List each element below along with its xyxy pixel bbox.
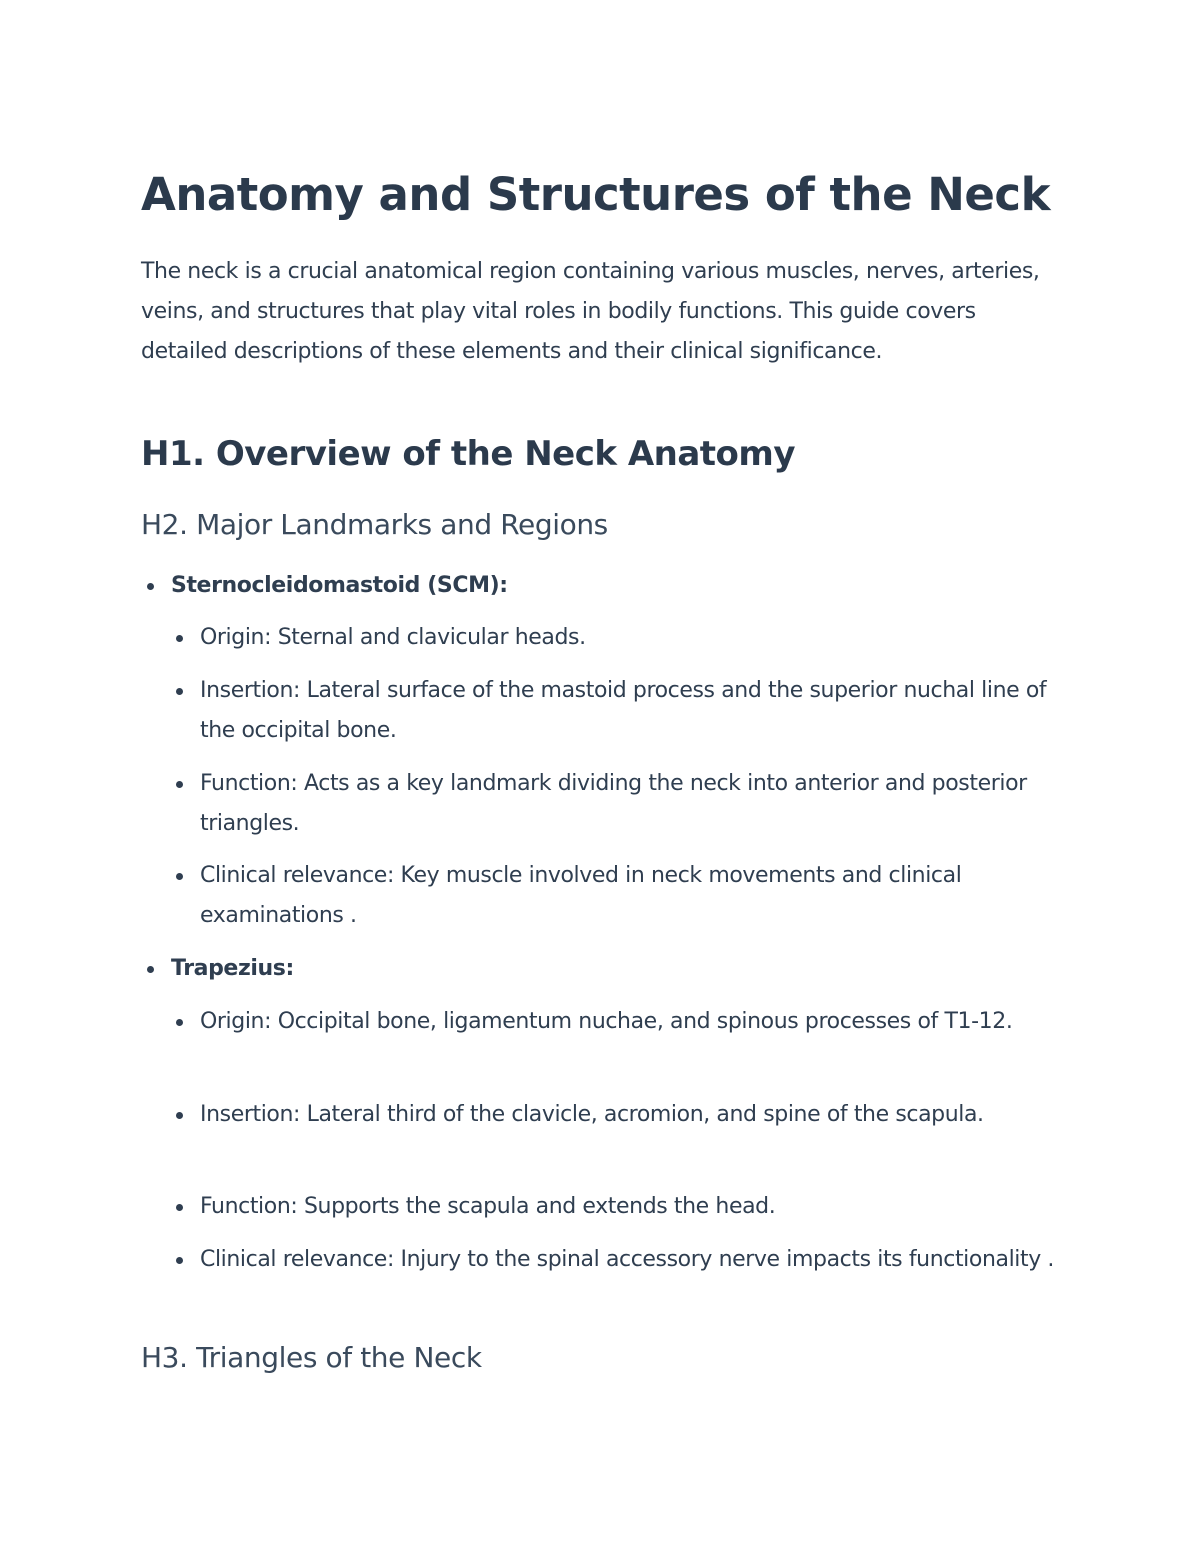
subsection-heading-triangles: H3. Triangles of the Neck (141, 1341, 482, 1374)
list-item-trapezius-clinical: Clinical relevance: Injury to the spinal accessory nerve impacts its functionality . (200, 1240, 1060, 1280)
list-item-trapezius-function: Function: Supports the scapula and extends the head. (200, 1187, 1060, 1227)
list-item-trapezius: Trapezius: (171, 949, 1051, 989)
list-item-scm-function: Function: Acts as a key landmark dividing the neck into anterior and posterior triangles. (200, 764, 1060, 844)
list-item-trapezius-insertion: Insertion: Lateral third of the clavicle, acromion, and spine of the scapula. (200, 1095, 1060, 1135)
list-item-trapezius-origin: Origin: Occipital bone, ligamentum nuchae, and spinous processes of T1-12. (200, 1002, 1060, 1042)
page-title: Anatomy and Structures of the Neck (141, 168, 1051, 221)
list-item-scm-clinical: Clinical relevance: Key muscle involved in neck movements and clinical examinations . (200, 856, 1060, 936)
intro-paragraph: The neck is a crucial anatomical region containing various muscles, nerves, arteries, veins, and structures that play vital roles in bodily functions. This guide covers detailed descriptions of these elements and their clinical significance. (141, 259, 1040, 364)
list-item-scm-origin: Origin: Sternal and clavicular heads. (200, 618, 1060, 658)
section-heading-overview: H1. Overview of the Neck Anatomy (141, 434, 796, 474)
subsection-heading-landmarks: H2. Major Landmarks and Regions (141, 508, 608, 541)
list-item-scm-insertion: Insertion: Lateral surface of the mastoid process and the superior nuchal line of the occipital bone. (200, 671, 1060, 751)
list-item-scm: Sternocleidomastoid (SCM): (171, 566, 1051, 606)
